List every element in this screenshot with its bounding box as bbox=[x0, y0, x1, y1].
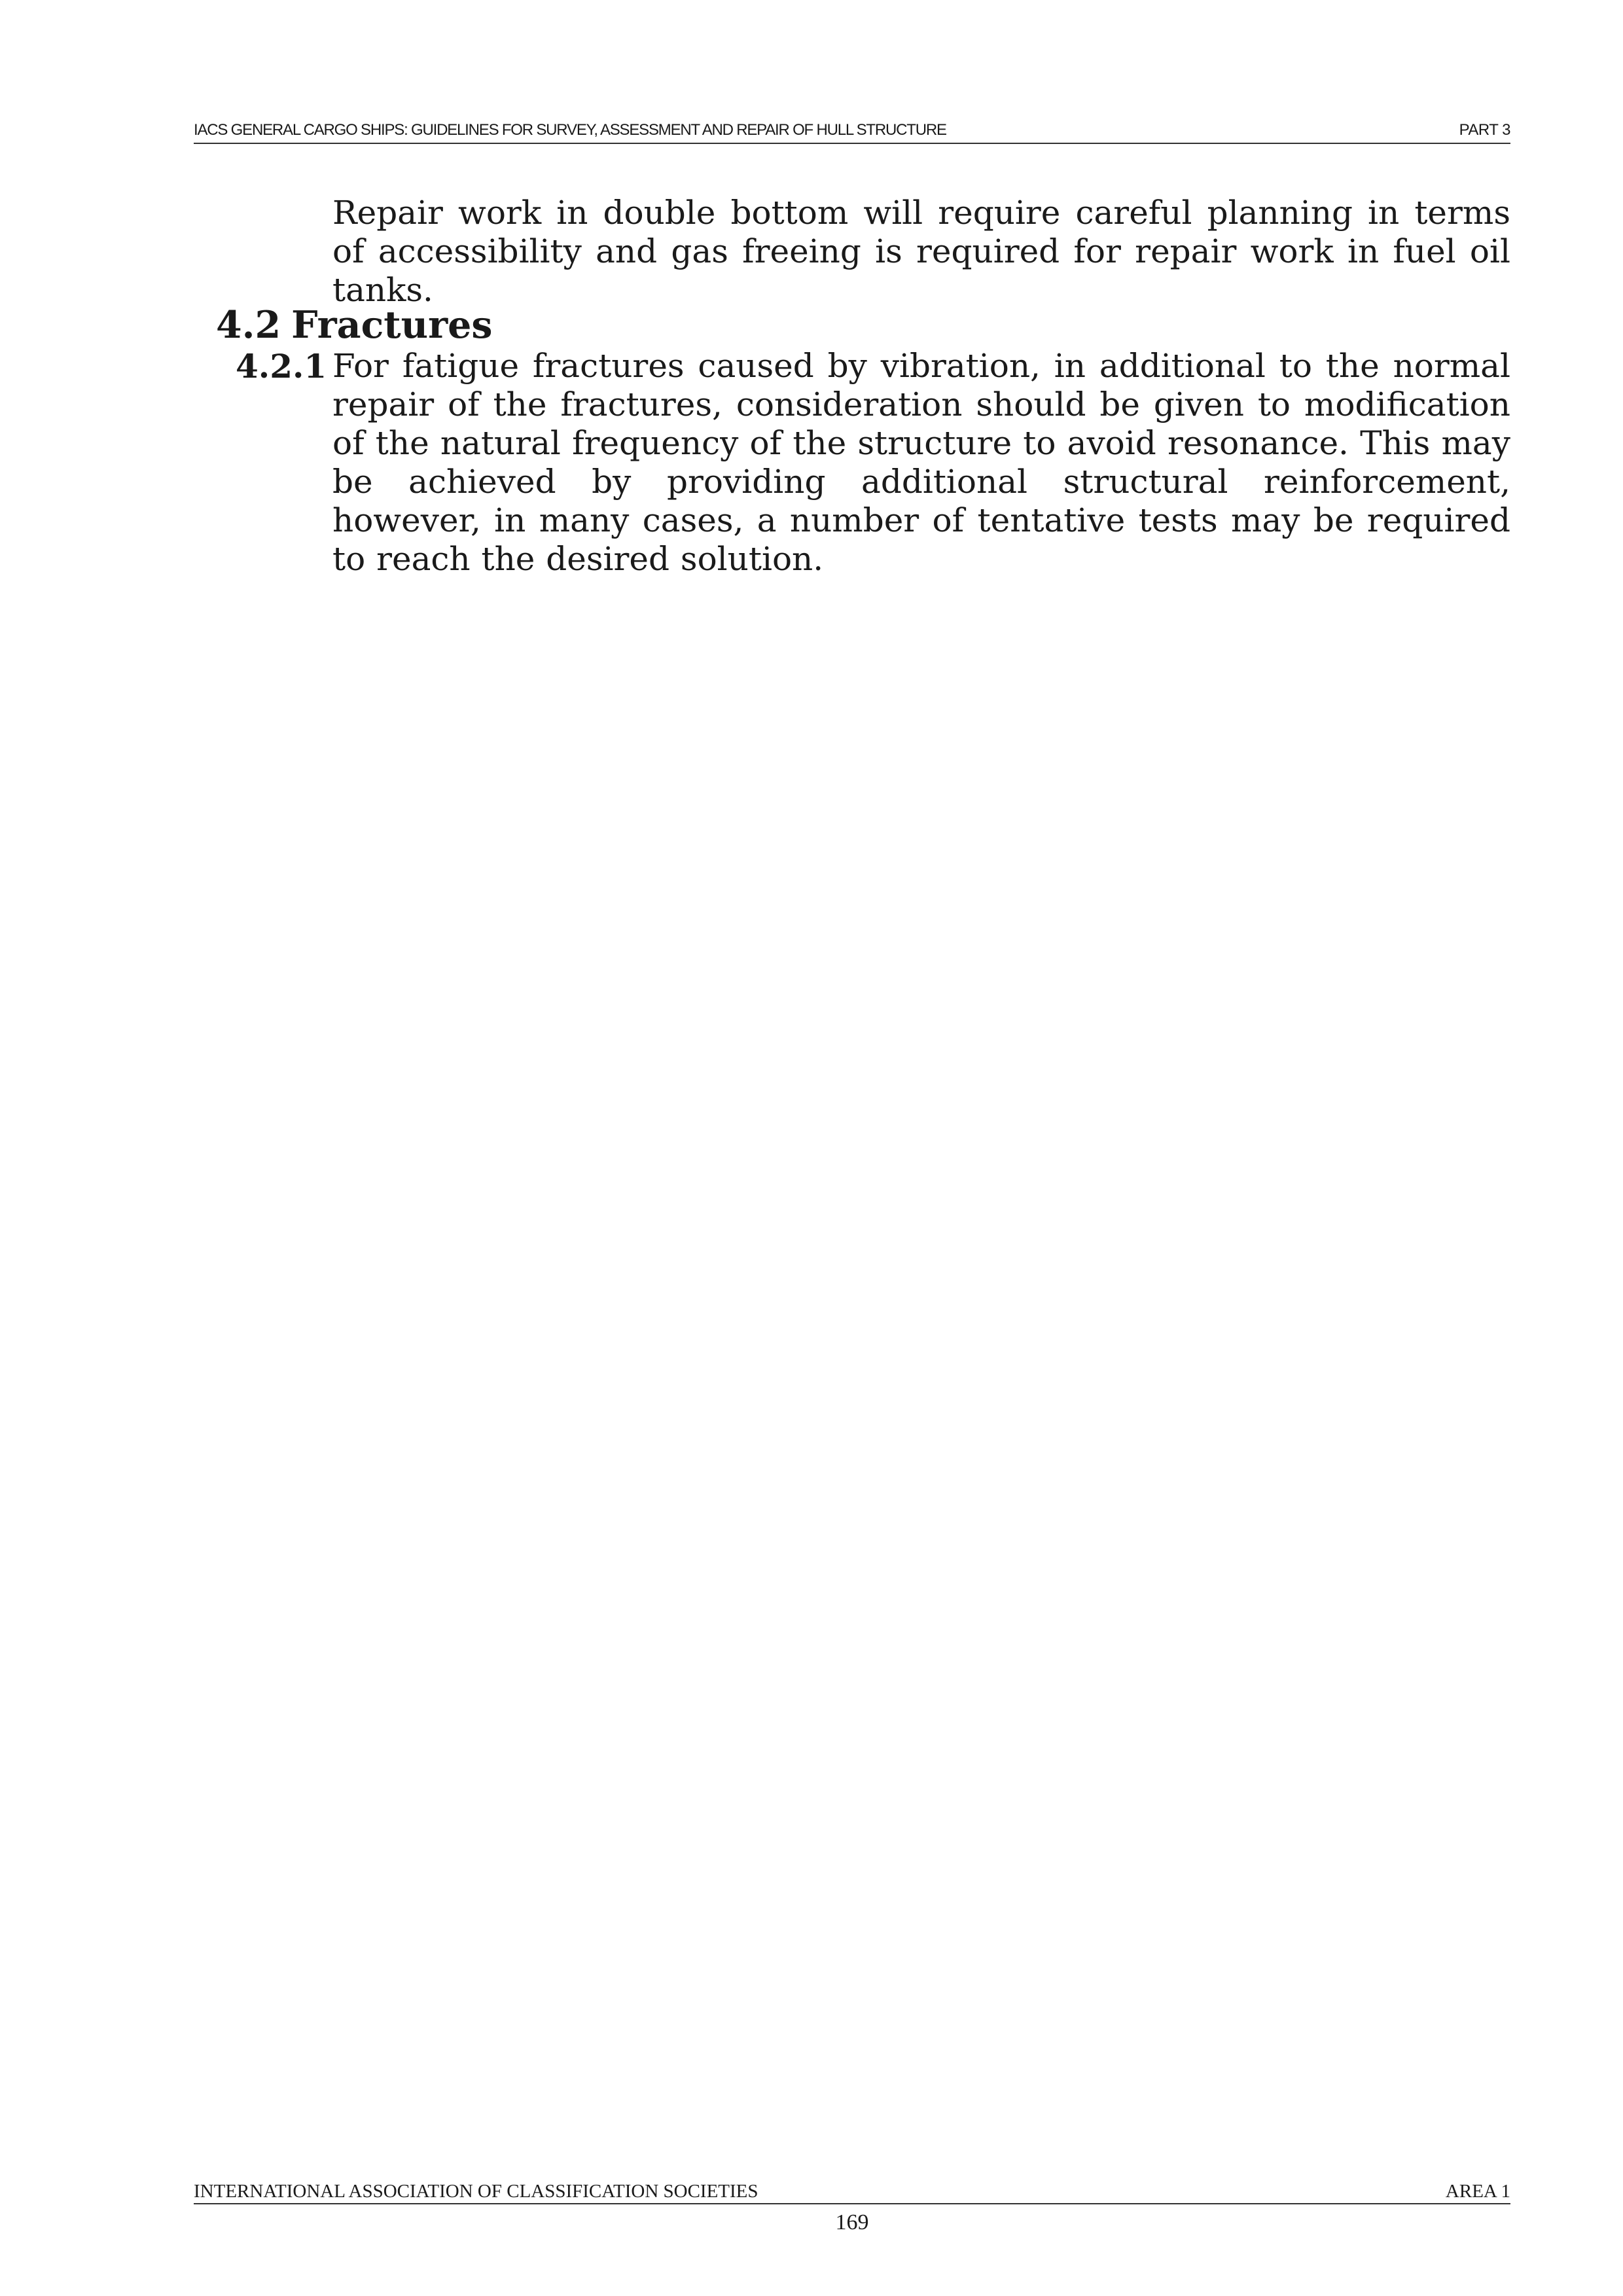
intro-paragraph: Repair work in double bottom will require careful planning in terms of accessibility and gas freeing is required for repair work in fuel oil tanks. bbox=[332, 194, 1510, 309]
footer-area: AREA 1 bbox=[1445, 2181, 1510, 2202]
subsection-text: For fatigue fractures caused by vibration, in additional to the normal repair of the fractures, consideration should be given to modification of the natural frequency of the structure to avoid resonance. This may be achieved by providing additional structural reinforcement, however, in many cases, a number of tentative tests may be required to reach the desired solution. bbox=[332, 347, 1510, 578]
header-part: PART 3 bbox=[1459, 121, 1510, 139]
running-header bbox=[194, 120, 1510, 144]
footer-organization: INTERNATIONAL ASSOCIATION OF CLASSIFICATION SOCIETIES bbox=[194, 2181, 758, 2202]
section-number: 4.2 bbox=[216, 303, 281, 347]
running-footer bbox=[194, 2181, 1510, 2204]
page-number: 169 bbox=[835, 2210, 869, 2234]
subsection-number: 4.2.1 bbox=[236, 347, 327, 386]
section-heading bbox=[216, 304, 492, 347]
section-title: Fractures bbox=[291, 303, 493, 347]
header-title: IACS GENERAL CARGO SHIPS: GUIDELINES FOR SURVEY, ASSESSMENT AND REPAIR OF HULL STRUCTURE bbox=[194, 121, 946, 139]
